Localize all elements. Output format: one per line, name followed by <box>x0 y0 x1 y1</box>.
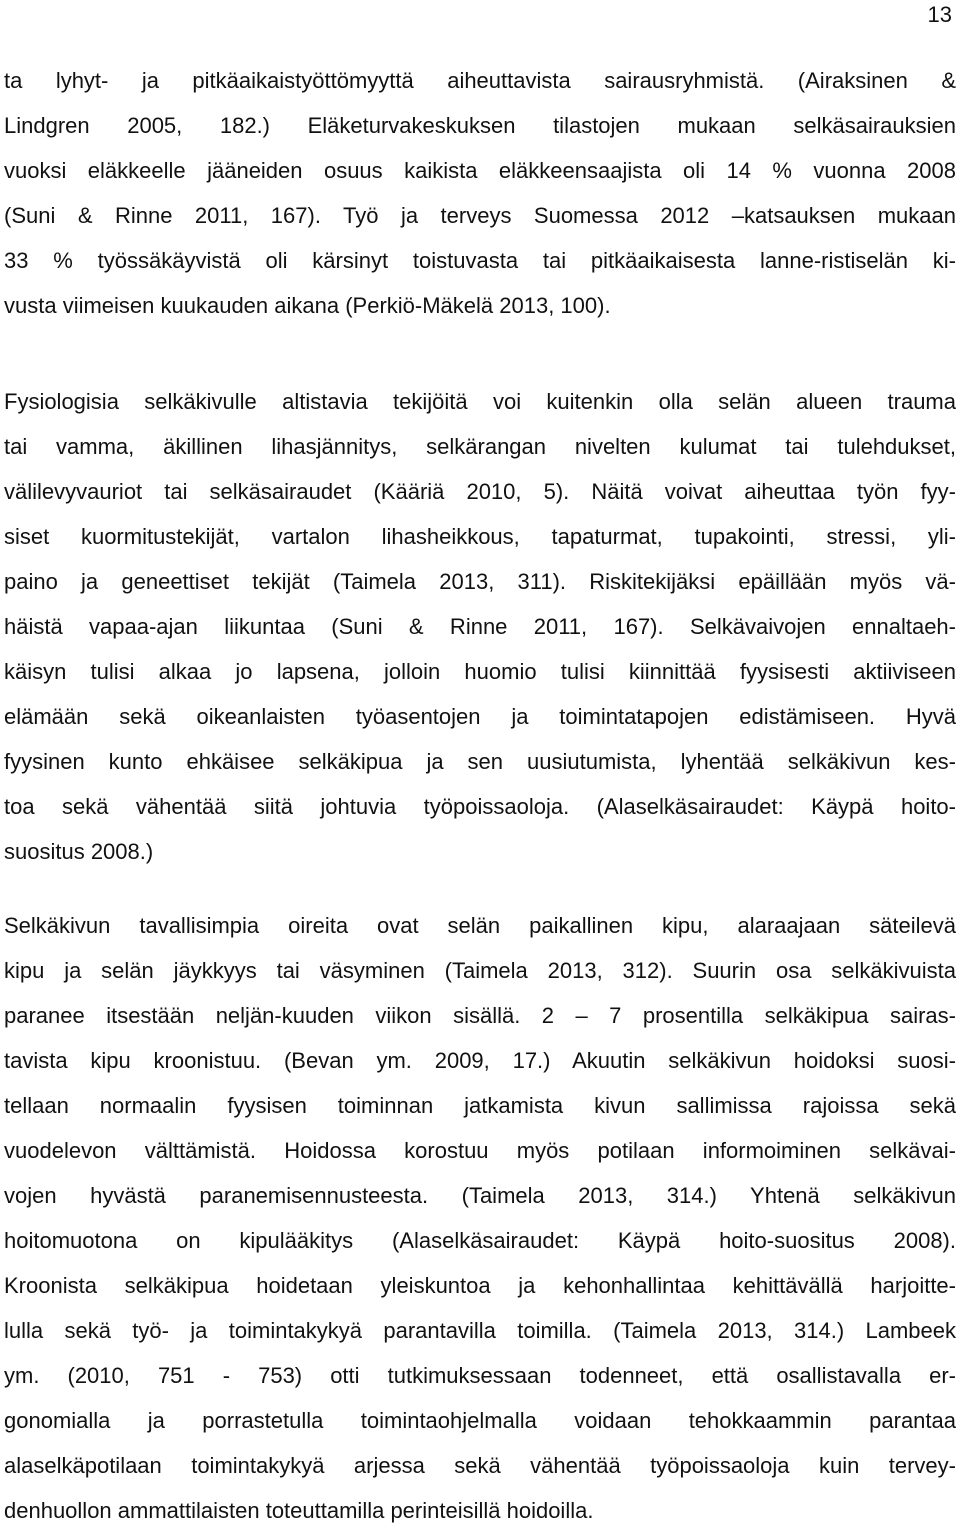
paragraph-1 <box>4 58 956 328</box>
text-line: (Suni & Rinne 2011, 167). Työ ja terveys Suomessa 2012 –katsauksen mukaan <box>4 203 956 228</box>
text-line: kipu ja selän jäykkyys tai väsyminen (Taimela 2013, 312). Suurin osa selkäkivuista <box>4 958 956 983</box>
text-line: 33 % työssäkäyvistä oli kärsinyt toistuvasta tai pitkäaikaisesta lanne-ristiselän ki- <box>4 248 956 273</box>
text-line: vuodelevon välttämistä. Hoidossa korostuu myös potilaan informoiminen selkävai- <box>4 1138 956 1163</box>
text-line: käisyn tulisi alkaa jo lapsena, jolloin huomio tulisi kiinnittää fyysisesti aktiiviseen <box>4 659 956 684</box>
text-line: lulla sekä työ- ja toimintakykyä parantavilla toimilla. (Taimela 2013, 314.) Lambeek <box>4 1318 956 1343</box>
text-line: ta lyhyt- ja pitkäaikaistyöttömyyttä aiheuttavista sairausryhmistä. (Airaksinen & <box>4 68 956 93</box>
text-line: siset kuormitustekijät, vartalon lihasheikkous, tapaturmat, tupakointi, stressi, yli- <box>4 524 956 549</box>
text-line: paino ja geneettiset tekijät (Taimela 2013, 311). Riskitekijäksi epäillään myös vä- <box>4 569 956 594</box>
text-line: fyysinen kunto ehkäisee selkäkipua ja sen uusiutumista, lyhentää selkäkivun kes- <box>4 749 956 774</box>
text-line: tavista kipu kroonistuu. (Bevan ym. 2009, 17.) Akuutin selkäkivun hoidoksi suosi- <box>4 1048 956 1073</box>
text-line: elämään sekä oikeanlaisten työasentojen ja toimintatapojen edistämiseen. Hyvä <box>4 704 956 729</box>
text-line: ym. (2010, 751 - 753) otti tutkimuksessaan todenneet, että osallistavalla er- <box>4 1363 956 1388</box>
text-line: vusta viimeisen kuukauden aikana (Perkiö-Mäkelä 2013, 100). <box>4 293 611 318</box>
text-line: denhuollon ammattilaisten toteuttamilla perinteisillä hoidoilla. <box>4 1498 594 1523</box>
text-line: vojen hyvästä paranemisennusteesta. (Taimela 2013, 314.) Yhtenä selkäkivun <box>4 1183 956 1208</box>
text-line: häistä vapaa-ajan liikuntaa (Suni & Rinne 2011, 167). Selkävaivojen ennaltaeh- <box>4 614 956 639</box>
text-line: Fysiologisia selkäkivulle altistavia tekijöitä voi kuitenkin olla selän alueen trauma <box>4 389 956 414</box>
text-line: Lindgren 2005, 182.) Eläketurvakeskuksen tilastojen mukaan selkäsairauksien <box>4 113 956 138</box>
text-line: vuoksi eläkkeelle jääneiden osuus kaikista eläkkeensaajista oli 14 % vuonna 2008 <box>4 158 956 183</box>
paragraph-2 <box>4 379 956 874</box>
text-line: toa sekä vähentää siitä johtuvia työpoissaoloja. (Alaselkäsairaudet: Käypä hoito- <box>4 794 956 819</box>
text-line: suositus 2008.) <box>4 839 154 864</box>
text-line: tai vamma, äkillinen lihasjännitys, selkärangan nivelten kulumat tai tulehdukset, <box>4 434 956 459</box>
text-line: Selkäkivun tavallisimpia oireita ovat selän paikallinen kipu, alaraajaan säteilevä <box>4 913 956 938</box>
text-line: alaselkäpotilaan toimintakykyä arjessa sekä vähentää työpoissaoloja kuin tervey- <box>4 1453 956 1478</box>
text-line: Kroonista selkäkipua hoidetaan yleiskuntoa ja kehonhallintaa kehittävällä harjoitte- <box>4 1273 956 1298</box>
paragraph-3 <box>4 903 956 1533</box>
text-line: tellaan normaalin fyysisen toiminnan jatkamista kivun sallimissa rajoissa sekä <box>4 1093 956 1118</box>
text-line: välilevyvauriot tai selkäsairaudet (Kääriä 2010, 5). Näitä voivat aiheuttaa työn fyy- <box>4 479 956 504</box>
text-line: hoitomuotona on kipulääkitys (Alaselkäsairaudet: Käypä hoito-suositus 2008). <box>4 1228 956 1253</box>
text-line: paranee itsestään neljän-kuuden viikon sisällä. 2 – 7 prosentilla selkäkipua sairas- <box>4 1003 956 1028</box>
page-number: 13 <box>927 2 952 27</box>
text-line: gonomialla ja porrastetulla toimintaohjelmalla voidaan tehokkaammin parantaa <box>4 1408 956 1433</box>
